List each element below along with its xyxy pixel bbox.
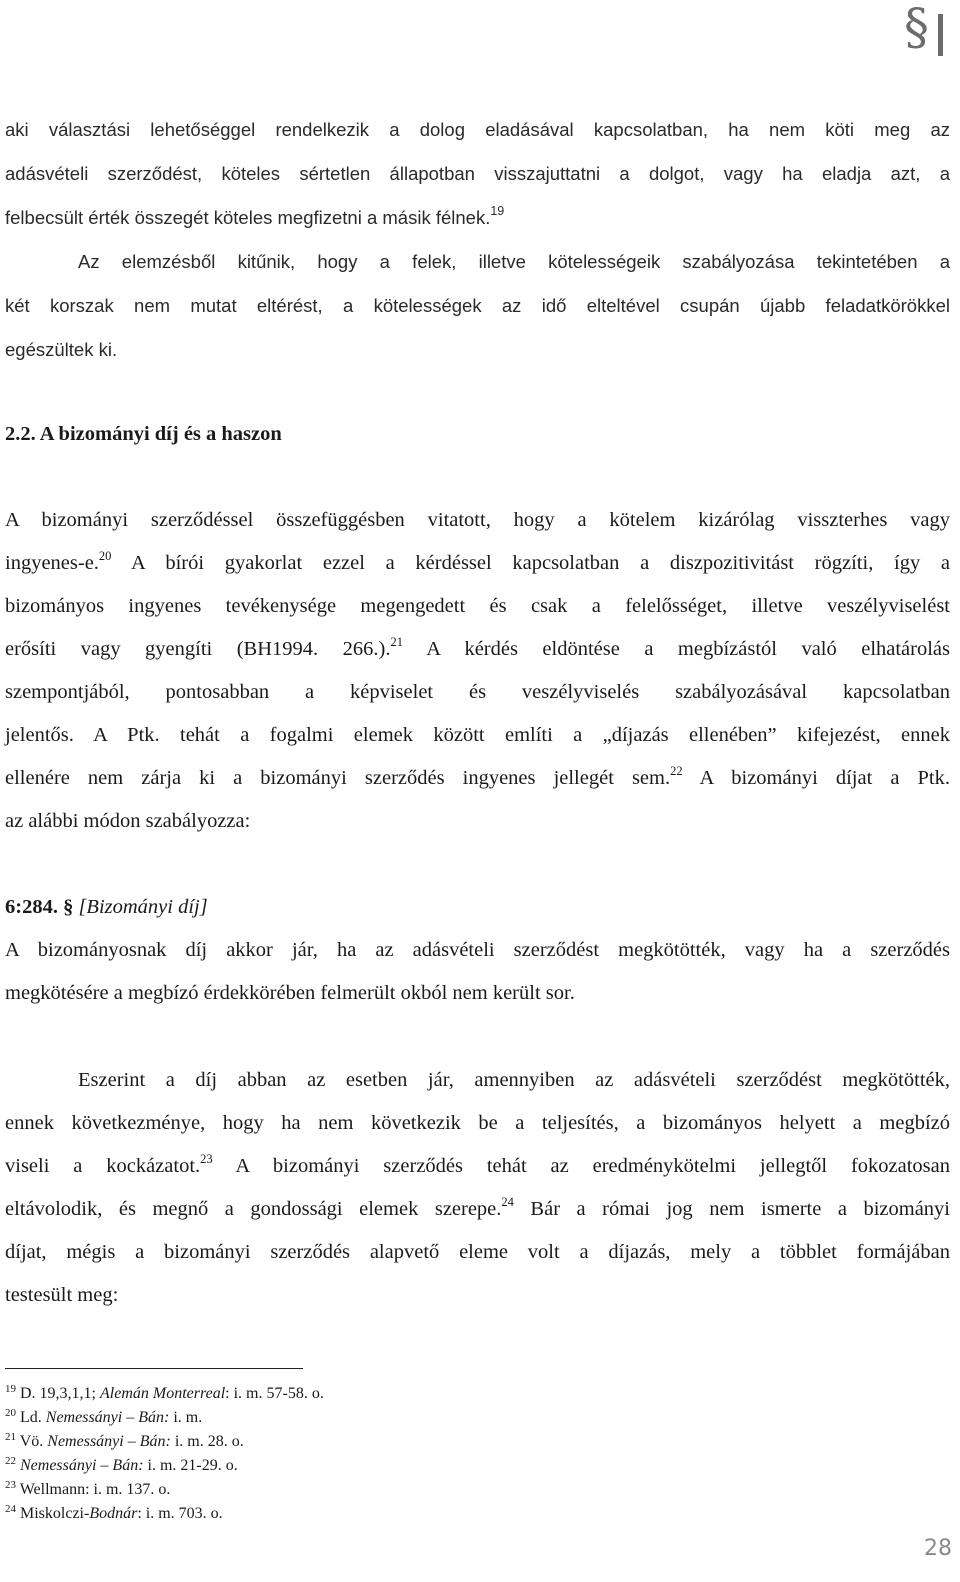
para4-line-4 xyxy=(5,1194,950,1226)
section-heading: 2.2. A bizományi díj és a haszon xyxy=(5,423,282,445)
para2-line-2: két korszak nem mutat eltérést, a kötelességek az idő elteltével csupán újabb feladatkörökkel xyxy=(5,295,950,316)
para4-line-3a: viseli a kockázatot. xyxy=(5,1155,201,1177)
para4-line-6: testesült meg: xyxy=(5,1284,119,1306)
footnote-text: Ld. xyxy=(20,1409,46,1426)
footnote-ref-22: 22 xyxy=(670,764,683,778)
para3-line-4b: A kérdés eldöntése a megbízástól való elhatárolás xyxy=(402,638,951,660)
para1-line-1: aki választási lehetőséggel rendelkezik a dolog eladásával kapcsolatban, ha nem köti meg az xyxy=(5,119,950,140)
footnote-24 xyxy=(5,1504,223,1525)
para3-line-1: A bizományi szerződéssel összefüggésben vitatott, hogy a kötelem kizárólag visszterhes vagy xyxy=(5,509,950,531)
para1-line-2: adásvételi szerződést, köteles sértetlen állapotban visszajuttatni a dolgot, vagy ha eladja azt, a xyxy=(5,163,950,184)
footnote-text: i. m. 21-29. o. xyxy=(143,1457,238,1474)
footnote-text: : i. m. 57-58. o. xyxy=(225,1385,324,1402)
section-sign: § xyxy=(63,896,74,918)
footnote-ref-24: 24 xyxy=(501,1195,514,1209)
footnote-author: Alemán Monterreal xyxy=(100,1385,226,1402)
footnote-number: 19 xyxy=(5,1383,16,1395)
footnote-text: Miskolczi- xyxy=(20,1505,90,1522)
footnote-separator xyxy=(5,1368,303,1369)
para4-line-4b: Bár a római jog nem ismerte a bizományi xyxy=(513,1198,950,1220)
footnote-text: D. 19,3,1,1; xyxy=(20,1385,100,1402)
footnote-number: 22 xyxy=(5,1455,16,1467)
statute-number: 6:284. xyxy=(5,896,58,918)
para3-line-7a: ellenére nem zárja ki a bizományi szerződés ingyenes jellegét sem. xyxy=(5,767,671,789)
para3-line-4a: erősíti vagy gyengíti (BH1994. 266.). xyxy=(5,638,391,660)
statute-line-1: A bizományosnak díj akkor jár, ha az adásvételi szerződést megkötötték, vagy ha a szerződés xyxy=(5,939,950,961)
para3-line-3: bizományos ingyenes tevékenysége megengedett és csak a felelősséget, illetve veszélyviselést xyxy=(5,595,950,617)
para3-line-8: az alábbi módon szabályozza: xyxy=(5,810,251,832)
statute-heading: [Bizományi díj] xyxy=(78,896,208,918)
para2-line-1: Az elemzésből kitűnik, hogy a felek, illetve kötelességeik szabályozása tekintetében a xyxy=(78,251,950,272)
footnote-22 xyxy=(5,1456,238,1477)
statute-line-2: megkötésére a megbízó érdekkörében felmerült okból nem került sor. xyxy=(5,982,575,1004)
footnote-text: i. m. 28. o. xyxy=(170,1433,244,1450)
para4-line-3b: A bizományi szerződés tehát az eredménykötelmi jellegtől fokozatosan xyxy=(212,1155,950,1177)
footnote-number: 21 xyxy=(5,1431,16,1443)
footnote-23 xyxy=(5,1480,170,1501)
footnote-author: Nemessányi – Bán: xyxy=(20,1457,144,1474)
para3-line-7 xyxy=(5,763,950,795)
footnote-number: 20 xyxy=(5,1407,16,1419)
footnote-ref-23: 23 xyxy=(200,1152,213,1166)
footnote-ref-20: 20 xyxy=(98,549,112,563)
footnote-20 xyxy=(5,1408,202,1429)
logo-bar xyxy=(938,14,943,56)
para3-line-2 xyxy=(5,548,950,580)
footnote-author: Bodnár xyxy=(89,1505,138,1522)
footnote-ref-19: 19 xyxy=(490,204,505,218)
para4-line-5: díjat, mégis a bizományi szerződés alapvető eleme volt a díjazás, mely a többlet formájában xyxy=(5,1241,950,1263)
footnote-number: 23 xyxy=(5,1479,16,1491)
para3-line-6: jelentős. A Ptk. tehát a fogalmi elemek között említi a „díjazás ellenében” kifejezést, ennek xyxy=(5,724,950,746)
para3-line-2b: A bírói gyakorlat ezzel a kérdéssel kapcsolatban a diszpozitivitást rögzíti, így a xyxy=(111,552,950,574)
para4-line-4a: eltávolodik, és megnő a gondossági elemek szerepe. xyxy=(5,1198,502,1220)
footnote-text: Wellmann: i. m. 137. o. xyxy=(19,1481,171,1498)
para3-line-4 xyxy=(5,634,950,666)
para3-line-7b: A bizományi díjat a Ptk. xyxy=(682,767,950,789)
para4-line-3 xyxy=(5,1151,950,1183)
page-number: 28 xyxy=(924,1536,952,1561)
footnote-author: Nemessányi – Bán: xyxy=(45,1409,170,1426)
statute-title xyxy=(5,892,950,922)
para4-line-1: Eszerint a díj abban az esetben jár, amennyiben az adásvételi szerződést megkötötték, xyxy=(78,1069,950,1091)
footnote-number: 24 xyxy=(5,1503,16,1515)
footnote-text: Vö. xyxy=(19,1433,48,1450)
para3-line-2a: ingyenes-e. xyxy=(5,552,99,574)
paragraph-sign-icon: § xyxy=(904,0,929,56)
para1-line-3 xyxy=(5,203,950,235)
footnote-text: : i. m. 703. o. xyxy=(137,1505,223,1522)
paragraph-sign-logo xyxy=(904,0,950,58)
footnote-19 xyxy=(5,1384,324,1405)
para4-line-2: ennek következménye, hogy ha nem következik be a teljesítés, a bizományos helyett a megbízó xyxy=(5,1112,950,1134)
para3-line-5: szempontjából, pontosabban a képviselet és veszélyviselés szabályozásával kapcsolatban xyxy=(5,681,950,703)
para1-line-3-text: felbecsült érték összegét köteles megfizetni a másik félnek. xyxy=(5,207,491,228)
footnote-text: i. m. xyxy=(169,1409,203,1426)
footnote-author: Nemessányi – Bán: xyxy=(47,1433,171,1450)
para2-line-3: egészültek ki. xyxy=(5,339,118,360)
footnote-21 xyxy=(5,1432,244,1453)
footnote-ref-21: 21 xyxy=(390,635,403,649)
